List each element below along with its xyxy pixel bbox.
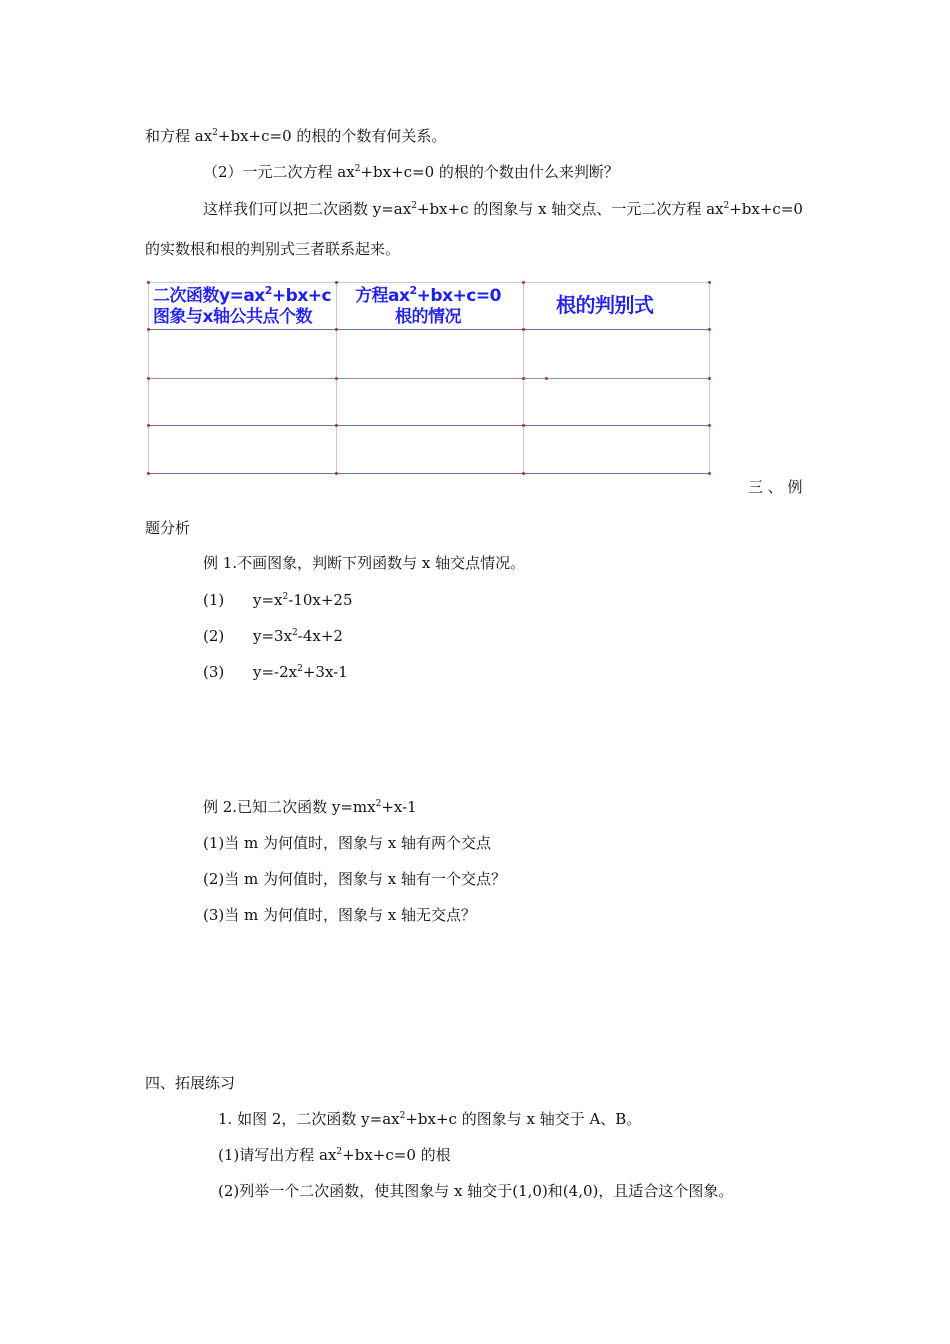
grid-dot <box>708 281 711 284</box>
section-4-problem-1: 1. 如图 2，二次函数 $y=ax^2+bx+c$ 的图象与 x 轴交于 A、B。 <box>218 1110 642 1128</box>
grid-dot <box>335 328 338 331</box>
grid-dot <box>335 281 338 284</box>
grid-dot <box>522 424 525 427</box>
comparison-table <box>148 282 710 474</box>
table-header-discriminant: 根的判别式 <box>556 293 654 317</box>
grid-dot <box>708 472 711 475</box>
table-header-equation-roots: 方程$ax^2+bx+c=0$ 根的情况 <box>355 284 501 327</box>
section-3-title-part1: 三 、 例 <box>748 478 803 496</box>
grid-dot <box>522 328 525 331</box>
example-2-question-3: (3)当 m 为何值时，图象与 x 轴无交点？ <box>203 906 477 924</box>
example-1-item: (1) $y=x^2-10x+25$ <box>203 591 353 609</box>
section-4-problem-1-q2: (2)列举一个二次函数，使其图象与 x 轴交于(1,0)和(4,0)，且适合这个图象。 <box>218 1182 734 1200</box>
intro-line-4: 的实数根和根的判别式三者联系起来。 <box>145 240 401 258</box>
grid-dot <box>708 328 711 331</box>
example-1-title: 例 1.不画图象，判断下列函数与 x 轴交点情况。 <box>203 554 526 572</box>
intro-line-2: （2）一元二次方程 $ax^2+bx+c=0$ 的根的个数由什么来判断？ <box>203 163 619 181</box>
section-4-title: 四、拓展练习 <box>145 1074 236 1092</box>
grid-dot <box>147 472 150 475</box>
table-header-function-points: 二次函数$y=ax^2+bx+c$ 图象与x轴公共点个数 <box>153 284 332 327</box>
table-border-bottom <box>148 473 710 474</box>
table-rule-1 <box>148 329 710 330</box>
grid-dot <box>708 424 711 427</box>
example-2-question-2: (2)当 m 为何值时，图象与 x 轴有一个交点？ <box>203 870 507 888</box>
grid-dot <box>335 472 338 475</box>
grid-dot <box>522 472 525 475</box>
grid-dot <box>147 377 150 380</box>
example-1-item: (2) $y=3x^2-4x+2$ <box>203 627 343 645</box>
grid-dot <box>147 328 150 331</box>
section-4-problem-1-q1: (1)请写出方程 $ax^2+bx+c=0$ 的根 <box>218 1146 451 1164</box>
example-1-item: (3) $y=-2x^2+3x-1$ <box>203 663 348 681</box>
table-rule-2 <box>148 378 710 379</box>
intro-line-3: 这样我们可以把二次函数 $y=ax^2+bx+c$ 的图象与 x 轴交点、一元二次方程 $ax^2+bx+c=0$ <box>203 200 803 218</box>
grid-dot <box>522 281 525 284</box>
example-2-title: 例 2.已知二次函数 $y=mx^2+x-1$ <box>203 798 417 816</box>
grid-dot <box>335 377 338 380</box>
table-rule-3 <box>148 425 710 426</box>
table-border-top <box>148 282 710 283</box>
grid-dot <box>147 424 150 427</box>
grid-dot <box>545 377 548 380</box>
grid-dot <box>147 281 150 284</box>
intro-line-1: 和方程 $ax^2+bx+c=0$ 的根的个数有何关系。 <box>145 127 447 145</box>
grid-dot <box>335 424 338 427</box>
section-3-title-part2: 题分析 <box>145 519 191 537</box>
example-2-question-1: (1)当 m 为何值时，图象与 x 轴有两个交点 <box>203 834 492 852</box>
grid-dot <box>708 377 711 380</box>
grid-dot <box>522 377 525 380</box>
